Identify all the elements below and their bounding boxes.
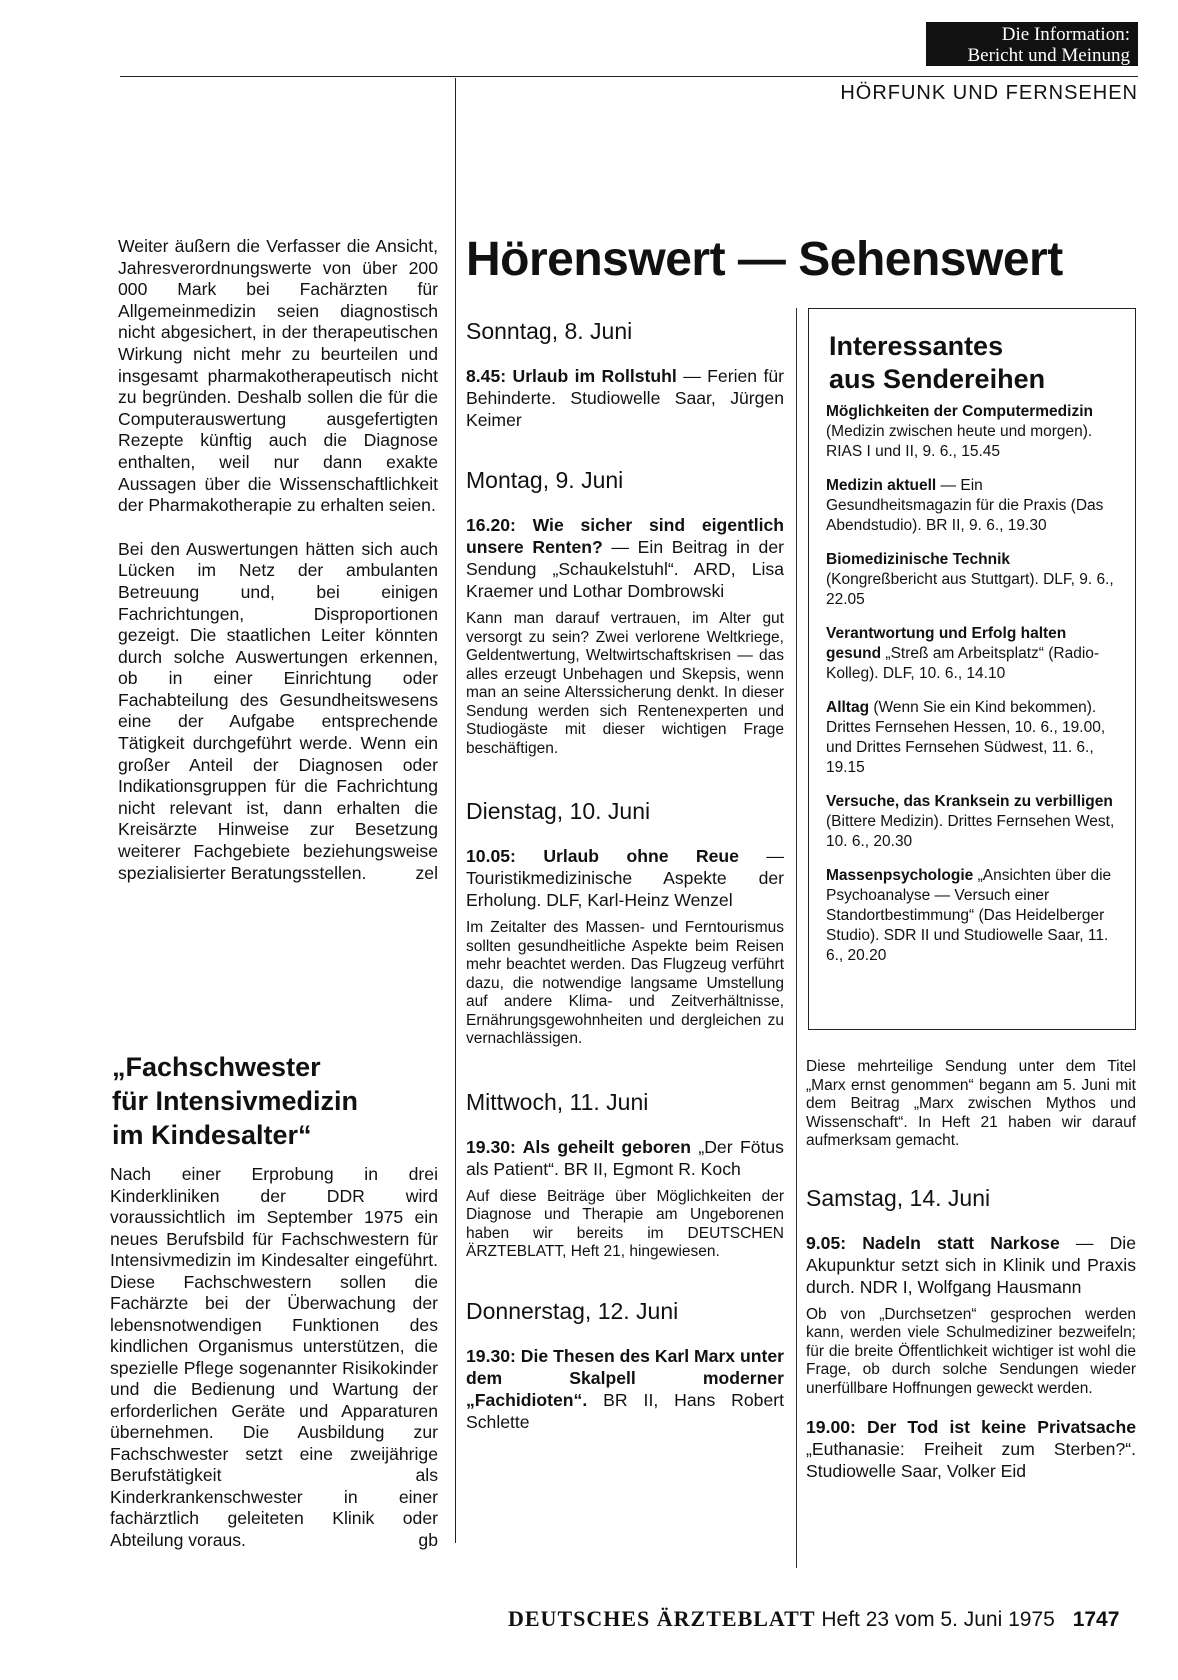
box-title: [829, 330, 1045, 396]
program-details: — Touristikmedizinische Aspekte der Erholung. DLF, Karl-Heinz Wenzel: [466, 846, 784, 910]
day-heading: Samstag, 14. Juni: [806, 1184, 991, 1211]
program-details: „Euthanasie: Freiheit zum Sterben?“. Studiowelle Saar, Volker Eid: [806, 1439, 1136, 1481]
program-note: Im Zeitalter des Massen- und Ferntourismus sollten gesundheitliche Aspekte beim Reisen mehr beachtet werden. Das Flugzeug verführt dazu, die notwendige langsame Umstellung auf andere Klima- und Zeitverhältnisse, Ernährungsgewohnheiten und dergleichen zu vernachlässigen.: [466, 919, 784, 1047]
paragraph-text: Bei den Auswertungen hätten sich auch Lücken im Netz der ambulanten Betreuung und, bei einigen Fachrichtungen, Disproportionen gezeigt. Die staatlichen Leiter könnten durch solche Auswertungen erkennen, ob in einer Einrichtung oder Fachabteilung des Gesundheitswesens eine der Aufgabe entsprechende Tätigkeit durchgeführt werde. Wenn ein großer Anteil der Diagnosen oder Indikationsgruppen für die Fachrichtung nicht relevant ist, dann erhalten die Kreisärzte Hinweise zur Besetzung weiterer Fachgebiete beziehungsweise spezialisierter Beratungsstellen.: [118, 538, 438, 883]
program-details: BR II, Hans Robert Schlette: [466, 1389, 784, 1432]
page-footer: [508, 1606, 1119, 1632]
program-note: Auf diese Beiträge über Möglichkeiten der Diagnose und Therapie am Ungeborenen haben wir bereits im DEUTSCHEN ÄRZTEBLATT, Heft 21, hingewiesen.: [466, 1187, 784, 1260]
program-note: Diese mehrteilige Sendung unter dem Titel „Marx ernst genommen“ begann am 5. Juni mit dem Beitrag „Marx zwischen Mythos und Wissenschaft“. In Heft 21 haben wir darauf aufmerksam gemacht.: [806, 1058, 1136, 1149]
series-entry: [826, 792, 1116, 852]
box-title-line: Interessantes: [829, 331, 1004, 361]
program-note: Ob von „Durchsetzen“ gesprochen werden kann, werden viele Schulmediziner bezweifeln; für die breite Öffentlichkeit wichtiger ist wohl die Frage, ob durch solche Sendungen wieder unerfüllbare Hoffnungen geweckt werden.: [806, 1305, 1136, 1397]
day-heading: Montag, 9. Juni: [466, 467, 624, 493]
series-entry: [826, 866, 1116, 966]
rubric-badge: [926, 22, 1138, 66]
series-title: Möglichkeiten der Computermedizin: [826, 403, 1093, 420]
article-paragraph: Weiter äußern die Verfasser die Ansicht, Jahresverordnungswerte von über 200 000 Mark bei Fachärzten für Allgemeinmedizin seien diagnostisch nicht abgesichert, in der therapeutischen Wirkung nicht mehr zu beurteilen und insgesamt pharmakotherapeutisch nicht zu begründen. Deshalb sollen die für die Computerauswertung ausgefertigten Rezepte künftig auch die Diagnose enthalten, weil nur dann exakte Aussagen über die Wissenschaftlichkeit der Pharmakotherapie zu erhalten seien.: [118, 236, 438, 516]
header-rule: [120, 76, 1138, 77]
page-title: Hörenswert — Sehenswert: [466, 233, 1063, 286]
program-details: — Ferien für Behinderte. Studiowelle Saar, Jürgen Keimer: [466, 366, 784, 430]
rubric-line-2: Bericht und Meinung: [967, 45, 1130, 66]
series-details: (Bittere Medizin). Drittes Fernsehen West, 10. 6., 20.30: [826, 813, 1115, 850]
series-details: „Ansichten über die Psychoanalyse — Versuch einer Standortbestimmung“ (Das Heidelberger Studio). SDR II und Studiowelle Saar, 11. 6., 20.20: [826, 867, 1112, 964]
program-entry: [466, 1136, 784, 1180]
series-details: (Medizin zwischen heute und morgen). RIAS I und II, 9. 6., 15.45: [826, 423, 1093, 460]
column-divider: [455, 78, 456, 1543]
rubric-line-1: Die Information:: [1001, 24, 1130, 45]
article-paragraph: [118, 539, 438, 885]
program-details: — Ein Beitrag in der Sendung „Schaukelstuhl“. ARD, Lisa Kraemer und Lothar Dombrowski: [466, 537, 784, 601]
program-title: 8.45: Urlaub im Rollstuhl: [466, 366, 677, 386]
program-title: 19.00: Der Tod ist keine Privatsache: [806, 1417, 1136, 1437]
article-heading: [112, 1050, 442, 1152]
column-divider-2: [796, 308, 797, 1568]
page-number: 1747: [1072, 1608, 1120, 1631]
program-column: [466, 318, 784, 1433]
program-entry: [466, 845, 784, 911]
paragraph-text: Nach einer Erprobung in drei Kinderkliniken der DDR wird voraussichtlich im September 1975 ein neues Berufsbild für Fachschwestern für Intensivmedizin im Kindesalter eingeführt. Diese Fachschwestern sollen die Fachärzte bei der Überwachung der lebensnotwendigen Funktionen des kindlichen Organismus unterstützen, die spezielle Pflege sogenannter Risikokinder und die Bedienung und Wartung der erforderlichen Geräte und Apparaturen übernehmen. Die Ausbildung zur Fachschwester setzt eine zweijährige Berufstätigkeit als Kinderkrankenschwester in einer fachärztlich geleiteten Klinik oder Abteilung voraus.: [110, 1164, 438, 1550]
journal-name: DEUTSCHES ÄRZTEBLATT: [508, 1606, 816, 1631]
series-title: Versuche, das Kranksein zu verbilligen: [826, 793, 1113, 810]
series-entry: [826, 698, 1116, 778]
article-paragraph: [110, 1164, 438, 1551]
series-title: Medizin aktuell: [826, 477, 937, 494]
series-entry: [826, 402, 1116, 462]
series-entry: [826, 550, 1116, 610]
program-title: 16.20: Wie sicher sind eigentlich unsere Renten?: [466, 515, 784, 557]
series-entry: [826, 624, 1116, 684]
series-title: Biomedizinische Technik: [826, 551, 1011, 568]
series-title: Verantwortung und Erfolg halten gesund: [826, 625, 1067, 662]
program-title: 19.30: Die Thesen des Karl Marx unter dem Skalpell moderner „Fachidioten“.: [466, 1345, 784, 1410]
series-details: — Ein Gesundheitsmagazin für die Praxis (Das Abendstudio). BR II, 9. 6., 19.30: [826, 477, 1104, 534]
series-entry: [826, 476, 1116, 536]
series-details: „Streß am Arbeitsplatz“ (Radio-Kolleg). DLF, 10. 6., 14.10: [826, 645, 1100, 682]
program-details: „Der Fötus als Patient“. BR II, Egmont R. Koch: [466, 1136, 784, 1179]
day-heading: Donnerstag, 12. Juni: [466, 1297, 679, 1324]
program-note: Kann man darauf vertrauen, im Alter gut versorgt zu sein? Zwei verlorene Weltkriege, Geldentwertung, Weltwirtschaftskrisen — das alles erzeugt Unbehagen und Skepsis, wenn man an seine Alterssicherung denkt. In dieser Sendung werden sich Rentenexperten und Studiogäste mit dieser wichtigen Frage beschäftigen.: [466, 610, 784, 757]
heading-line: im Kindesalter“: [112, 1120, 312, 1150]
series-title: Massenpsychologie: [826, 867, 974, 884]
box-title-line: aus Sendereihen: [829, 364, 1046, 394]
day-heading: Dienstag, 10. Juni: [466, 798, 651, 824]
author-signature: zel: [415, 862, 438, 883]
program-entry: [806, 1416, 1136, 1482]
program-title: 10.05: Urlaub ohne Reue: [466, 846, 739, 866]
program-entry: [466, 365, 784, 431]
heading-line: „Fachschwester: [112, 1052, 321, 1082]
day-heading: Mittwoch, 11. Juni: [466, 1088, 649, 1115]
series-details: (Wenn Sie ein Kind bekommen). Drittes Fernsehen Hessen, 10. 6., 19.00, und Drittes Fernsehen Südwest, 11. 6., 19.15: [826, 699, 1106, 776]
series-title: Alltag: [826, 699, 870, 716]
program-entry: [806, 1232, 1136, 1298]
program-title: 19.30: Als geheilt geboren: [466, 1136, 691, 1157]
issue-info: Heft 23 vom 5. Juni 1975: [821, 1608, 1055, 1631]
program-entry: [466, 514, 784, 602]
program-title: 9.05: Nadeln statt Narkose: [806, 1232, 1060, 1253]
article-body: [110, 1164, 438, 1551]
heading-line: für Intensivmedizin: [112, 1086, 359, 1116]
series-details: (Kongreßbericht aus Stuttgart). DLF, 9. 6., 22.05: [826, 571, 1114, 608]
right-column: [806, 1058, 1136, 1482]
section-title: HÖRFUNK UND FERNSEHEN: [840, 82, 1138, 104]
program-entry: [466, 1345, 784, 1433]
series-list: [826, 402, 1116, 966]
program-details: — Die Akupunktur setzt sich in Klinik und Praxis durch. NDR I, Wolfgang Hausmann: [806, 1232, 1136, 1297]
day-heading: Sonntag, 8. Juni: [466, 318, 633, 344]
left-column: [118, 236, 438, 884]
author-signature: gb: [418, 1529, 438, 1550]
